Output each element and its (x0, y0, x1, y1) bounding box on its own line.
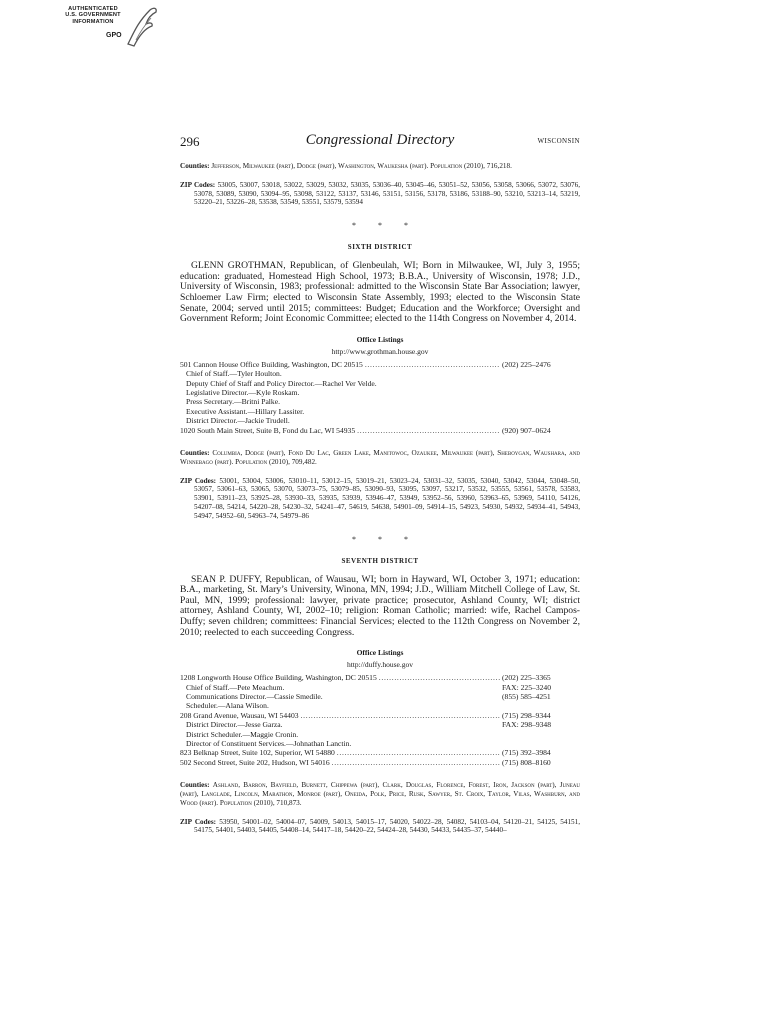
staff-line: Chief of Staff.—Pete Meachum. (186, 682, 285, 692)
section-separator: * * * (352, 534, 418, 544)
zip-codes-paragraph (180, 818, 580, 836)
directory-page (180, 132, 580, 835)
office-listing (180, 360, 580, 435)
staff-line: Scheduler.—Alana Wilson. (186, 701, 269, 711)
member-biography: SEAN P. DUFFY, Republican, of Wausau, WI; born in Hayward, WI, October 3, 1971; education: B.A., marketing, St. Mary’s University, Winona, MN, 1994; J.D., William Mitchell College of Law, St. Paul, MN, 1999; professional: lawyer, private practice; prosecutor, Ashland County, WI; district attorney, Ashland County, WI, 2002–10; religion: Roman Catholic; married: wife, Rachel Campos-Duffy; seven children; committees: Financial Services; elected to the 112th Congress on November 2, 2010; reelected to each succeeding Congress. (180, 573, 580, 638)
office-address: 501 Cannon House Office Building, Washington, DC 20515 (180, 359, 363, 369)
office-listing (180, 673, 580, 767)
counties-paragraph (180, 781, 580, 807)
office-address: 208 Grand Avenue, Wausau, WI 54403 (180, 710, 299, 720)
website-url: http://duffy.house.gov (346, 660, 414, 670)
office-phone: (920) 907–0624 (502, 425, 551, 435)
office-row (180, 748, 580, 757)
counties-text: Columbia, Dodge (part), Fond Du Lac, Green Lake, Manitowoc, Ozaukee, Milwaukee (part), Sheboygan, Waushara, and Winnebago (part). Population (2010), 709,482. (180, 449, 580, 466)
zip-label: ZIP Codes: (180, 817, 217, 826)
staff-row (180, 692, 580, 701)
zip-codes-paragraph (180, 181, 580, 207)
staff-line: Communications Director.—Cassie Smedile. (186, 691, 323, 701)
office-phone: (202) 225–3365 (502, 673, 551, 683)
zip-codes-paragraph (180, 477, 580, 521)
section-separator: * * * (352, 221, 418, 231)
gpo-logo-text: AUTHENTICATED U.S. GOVERNMENT INFORMATION (65, 6, 121, 25)
office-address: 1020 South Main Street, Suite B, Fond du Lac, WI 54935 (180, 425, 356, 435)
counties-label: Counties: (180, 449, 210, 457)
eagle-icon (124, 4, 158, 48)
leader-dots (301, 711, 500, 720)
staff-line: Press Secretary.—Britni Palke. (186, 397, 280, 407)
website-url: http://www.grothman.house.gov (331, 346, 429, 356)
office-phone: (715) 298–9344 (502, 710, 551, 720)
office-row (180, 711, 580, 720)
zip-text: 53950, 54001–02, 54004–07, 54009, 54013, 54015–17, 54020, 54022–28, 54082, 54103–04, 54120–21, 54125, 54151, 54175, 54401, 54403, 54405, 54408–14, 54417–18, 54420–22, 54424–28, 54430, 54433, 54435–37, 54440– (194, 817, 581, 835)
counties-label: Counties: (180, 781, 210, 790)
staff-line: District Scheduler.—Maggie Cronin. (186, 729, 299, 739)
staff-line: Deputy Chief of Staff and Policy Director.—Rachel Ver Velde. (186, 378, 377, 388)
leader-dots (332, 758, 500, 767)
leader-dots (337, 748, 500, 757)
staff-line: Director of Constituent Services.—Johnathan Lanctin. (186, 738, 352, 748)
gpo-label: GPO (106, 32, 122, 39)
office-phone: (202) 225–2476 (502, 359, 551, 369)
counties-paragraph (180, 162, 580, 171)
office-fax: FAX: 225–3240 (502, 682, 552, 692)
office-row (180, 673, 580, 682)
staff-row (180, 683, 580, 692)
counties-text: Jefferson, Milwaukee (part), Dodge (part), Washington, Waukesha (part). Population (2010), 716,218. (211, 162, 512, 170)
staff-line: District Director.—Jesse Garza. (186, 720, 283, 730)
staff-line: District Director.—Jackie Trudell. (186, 416, 290, 426)
district-heading: SEVENTH DISTRICT (341, 556, 419, 565)
office-fax: FAX: 298–9348 (502, 720, 552, 730)
staff-line: Executive Assistant.—Hillary Lassiter. (186, 406, 305, 416)
page-number: 296 (180, 134, 200, 149)
office-row (180, 426, 580, 435)
office-listings-heading: Office Listings (356, 334, 404, 344)
counties-text: Ashland, Barron, Bayfield, Burnett, Chippewa (part), Clark, Douglas, Florence, Forest, Iron, Jackson (part), Juneau (part), Langlade, Lincoln, Marathon, Monroe (part), Oneida, Polk, Price, Rusk, Sawyer, St. Croix, Taylor, Vilas, Washburn, and Wood (part). Population (2010), 710,873. (180, 781, 581, 807)
office-phone: (715) 392–3984 (502, 748, 551, 758)
counties-label: Counties: (180, 162, 210, 170)
member-biography: GLENN GROTHMAN, Republican, of Glenbeulah, WI; Born in Milwaukee, WI, July 3, 1955; education: graduated, Homestead High School, 1973; B.B.A., University of Wisconsin, 1978; J.D., University of Wisconsin, 1983; professional: admitted to the Wisconsin State Bar Association; lawyer, Schloemer Law Firm; elected to Wisconsin State Assembly, 1993; elected to the Wisconsin State Senate, 2004; served until 2015; committees: Budget; Education and the Workforce; Oversight and Government Reform; Joint Economic Committee; elected to the 114th Congress on November 4, 2014. (180, 260, 580, 325)
staff-row (180, 720, 580, 729)
staff-line: Chief of Staff.—Tyler Houlton. (186, 369, 282, 379)
office-phone: (715) 808–8160 (502, 757, 551, 767)
office-address: 1208 Longworth House Office Building, Washington, DC 20515 (180, 673, 377, 683)
leader-dots (365, 360, 500, 369)
zip-label: ZIP Codes: (180, 180, 216, 189)
office-address: 502 Second Street, Suite 202, Hudson, WI 54016 (180, 757, 330, 767)
page-title: Congressional Directory (305, 132, 455, 148)
office-listings-heading: Office Listings (356, 648, 404, 658)
leader-dots (379, 673, 500, 682)
state-heading: WISCONSIN (537, 137, 580, 145)
zip-text: 53001, 53004, 53006, 53010–11, 53012–15, 53019–21, 53023–24, 53031–32, 53035, 53040, 53042, 53044, 53048–50, 53057, 53061–63, 53065, 53070, 53073–75, 53079–85, 53090–93, 53095, 53097, 53217, 53532, 53555, 53561, 53578, 53583, 53901, 53911–23, 53925–28, 53930–33, 53935, 53939, 53946–47, 53949, 53952–56, 53960, 53963–65, 53969, 54110, 54126, 54207–08, 54214, 54220–28, 54230–32, 54241–47, 54619, 54638, 54901–09, 54914–15, 54923, 54930, 54932, 54934–41, 54943, 54947, 54952–60, 54963–74, 54979–86 (194, 476, 581, 520)
staff-line: Legislative Director.—Kyle Roskam. (186, 387, 300, 397)
office-address: 823 Belknap Street, Suite 102, Superior, WI 54880 (180, 748, 335, 758)
counties-paragraph (180, 449, 580, 467)
gpo-authentication-logo (62, 4, 162, 48)
leader-dots (357, 426, 500, 435)
zip-text: 53005, 53007, 53018, 53022, 53029, 53032, 53035, 53036–40, 53045–46, 53051–52, 53056, 53058, 53066, 53072, 53076, 53078, 53089, 53090, 53094–95, 53098, 53122, 53137, 53146, 53151, 53156, 53178, 53186, 53188–90, 53210, 53213–14, 53219, 53220–21, 53226–28, 53538, 53549, 53551, 53579, 53594 (194, 180, 581, 207)
office-row (180, 758, 580, 767)
zip-label: ZIP Codes: (180, 476, 217, 485)
district-heading: SIXTH DISTRICT (347, 243, 413, 252)
office-row (180, 360, 580, 369)
running-header (180, 132, 580, 152)
office-tollfree: (855) 585–4251 (502, 691, 551, 701)
